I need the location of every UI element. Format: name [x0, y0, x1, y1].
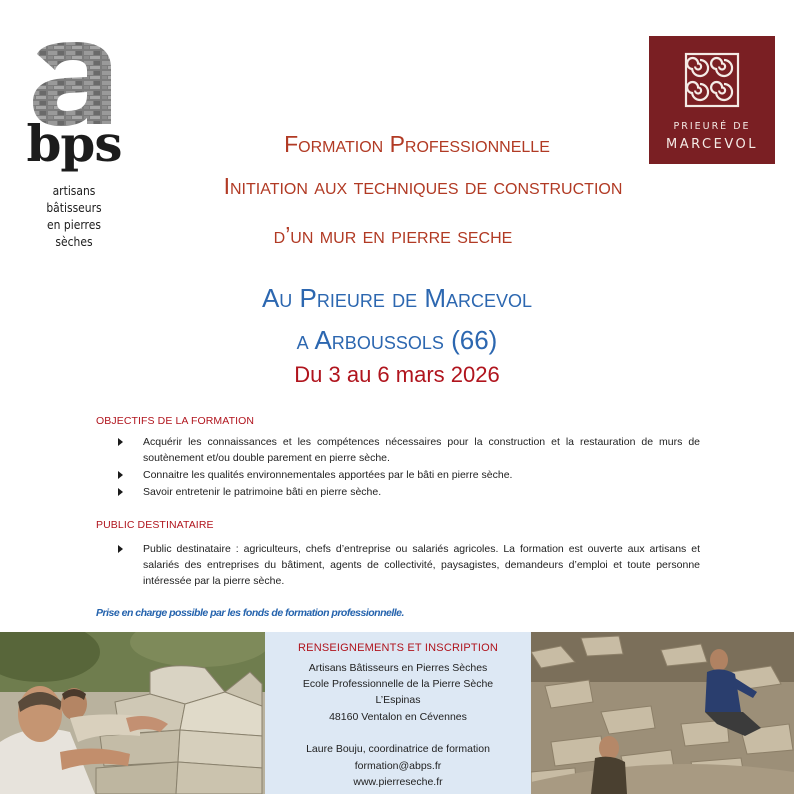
title-line-2: Initiation aux techniques de construction [223, 173, 623, 199]
contact-org-line2: Ecole Professionnelle de la Pierre Sèche [302, 678, 494, 690]
audience-list [118, 541, 700, 590]
location-department: (66) [451, 325, 498, 355]
audience-heading: PUBLIC DESTINATAIRE [96, 519, 214, 531]
contact-website-link[interactable]: www.pierreseche.fr [353, 776, 443, 788]
photo-wall-construction [531, 632, 794, 794]
triangle-bullet-icon [118, 545, 123, 553]
contact-heading: RENSEIGNEMENTS ET INSCRIPTION [298, 642, 498, 654]
triangle-bullet-icon [118, 488, 123, 496]
title-line-1: Formation Professionnelle [284, 131, 550, 157]
contact-org-line1: Artisans Bâtisseurs en Pierres Sèches [308, 662, 488, 674]
course-dates: Du 3 au 6 mars 2026 [294, 362, 500, 387]
abps-letters: bps [26, 114, 122, 173]
list-item [118, 484, 700, 500]
list-item [118, 434, 700, 466]
objective-text: Savoir entretenir le patrimoine bâti en pierre sèche. [143, 486, 382, 498]
list-item [118, 467, 700, 483]
prieure-name-line2: MARCEVOL [666, 137, 758, 152]
triangle-bullet-icon [118, 471, 123, 479]
objective-text: Connaitre les qualités environnementales apportées par le bâti en pierre sèche. [143, 469, 513, 481]
contact-email-link[interactable]: formation@abps.fr [354, 760, 442, 772]
list-item [118, 541, 700, 589]
contact-address-line1: L’Espinas [375, 694, 421, 706]
contact-address-line2: 48160 Ventalon en Cévennes [329, 711, 467, 723]
prieure-name-line1: PRIEURÉ DE [673, 121, 751, 132]
location-town: a Arboussols [296, 325, 452, 355]
objectives-list [118, 434, 700, 501]
triangle-bullet-icon [118, 438, 123, 446]
objectives-heading: OBJECTIFS DE LA FORMATION [96, 415, 255, 427]
title-line-3: d’un mur en pierre seche [273, 222, 513, 248]
contact-box [265, 632, 531, 794]
audience-text: Public destinataire : agriculteurs, chefs d’entreprise ou salariés agricoles. La formation est ouverte aux artisans et salariés des entreprises du bâtiment, agents de collectivité, paysagistes, demandeurs d’emploi et toute personne intéressée par la pierre sèche. [143, 543, 700, 587]
photo-builders-at-wall [0, 632, 265, 794]
abps-tagline-line2: en pierres sèches [47, 217, 101, 249]
location-line-2 [0, 325, 794, 356]
objective-text: Acquérir les connaissances et les compétences nécessaires pour la construction et la restauration de murs de soutènement et/ou double parement en pierre sèche. [143, 436, 700, 464]
funding-note: Prise en charge possible par les fonds de formation professionnelle. [96, 607, 404, 619]
location-line-1: Au Prieure de Marcevol [261, 283, 533, 313]
spiral-symbol-icon [684, 52, 740, 108]
contact-person: Laure Bouju, coordinatrice de formation [306, 743, 490, 755]
abps-tagline-line1: artisans bâtisseurs [46, 183, 102, 215]
